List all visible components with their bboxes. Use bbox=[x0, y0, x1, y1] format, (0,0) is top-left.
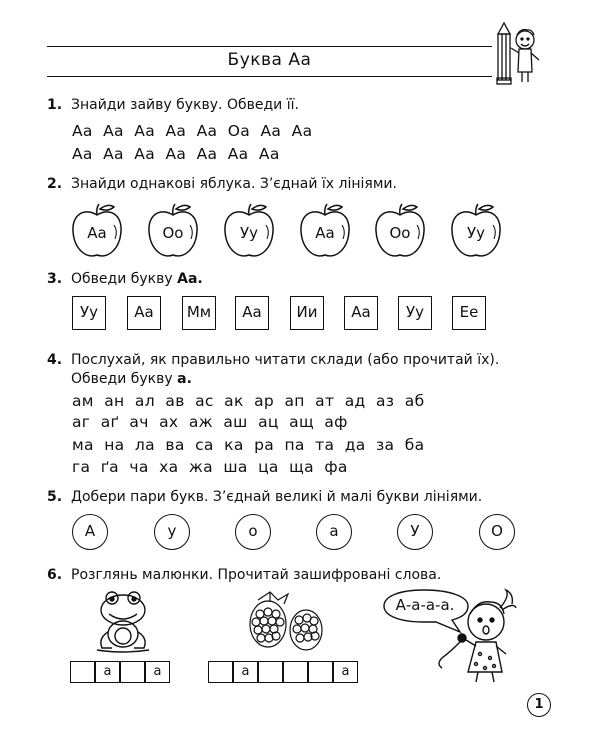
letter-box[interactable]: Уу bbox=[72, 296, 106, 330]
apple[interactable] bbox=[146, 203, 208, 261]
page-title: Буква Аа bbox=[227, 50, 312, 70]
apple-label: Аа bbox=[87, 224, 107, 242]
task-4-number: 4. bbox=[47, 352, 63, 368]
apple[interactable] bbox=[298, 203, 360, 261]
apple-label: Оо bbox=[389, 224, 411, 242]
task-4-letter: а. bbox=[177, 371, 192, 387]
letter-circle[interactable]: А bbox=[72, 514, 108, 550]
page-number: 1 bbox=[527, 693, 551, 717]
syllable-row-1: ам ан ал ав ас ак ар ап ат ад аз аб bbox=[72, 392, 425, 410]
task-3-instruction bbox=[47, 271, 203, 287]
letter-circle[interactable]: О bbox=[479, 514, 515, 550]
word-1-cell[interactable]: а bbox=[95, 661, 120, 683]
task-5-number: 5. bbox=[47, 489, 63, 505]
task-6-instruction bbox=[47, 567, 441, 583]
word-2-cell[interactable] bbox=[208, 661, 233, 683]
task-4-instruction-2 bbox=[71, 371, 192, 387]
title-rule-bottom bbox=[47, 76, 492, 77]
apple-label: Уу bbox=[466, 224, 486, 242]
word-1-cell[interactable] bbox=[70, 661, 95, 683]
apple[interactable] bbox=[373, 203, 435, 261]
task-4-instruction bbox=[47, 352, 499, 368]
word-2-cell[interactable] bbox=[258, 661, 283, 683]
task-2-text: Знайди однакові яблука. З’єднай їх лініями. bbox=[71, 176, 397, 192]
pencil-kid-icon bbox=[494, 20, 544, 86]
task-4-text: Послухай, як правильно читати склади (або прочитай їх). bbox=[71, 352, 500, 368]
apple-label: Оо bbox=[162, 224, 184, 242]
task-1-number: 1. bbox=[47, 97, 63, 113]
letter-box[interactable]: Уу bbox=[398, 296, 432, 330]
letter-box[interactable]: Аа bbox=[235, 296, 269, 330]
raspberry-icon bbox=[244, 590, 326, 654]
syllable-row-3: ма на ла ва са ка ра па та да за ба bbox=[72, 436, 425, 454]
word-1-cell[interactable]: а bbox=[145, 661, 170, 683]
task-6-number: 6. bbox=[47, 567, 63, 583]
letter-box[interactable]: Ии bbox=[290, 296, 324, 330]
task-1-row-1: Аа Аа Аа Аа Аа Оа Аа Аа bbox=[72, 122, 313, 140]
task-1-instruction bbox=[47, 97, 299, 113]
word-1-cell[interactable] bbox=[120, 661, 145, 683]
syllable-row-4: га ґа ча ха жа ша ца ща фа bbox=[72, 458, 348, 476]
letter-box[interactable]: Аа bbox=[344, 296, 378, 330]
letter-box[interactable]: Аа bbox=[127, 296, 161, 330]
task-4-text-2: Обведи букву bbox=[71, 371, 173, 387]
syllable-row-2: аг аґ ач ах аж аш ац ащ аф bbox=[72, 413, 348, 431]
letter-circle[interactable]: у bbox=[154, 514, 190, 550]
title-rule-top bbox=[47, 46, 492, 47]
apple[interactable] bbox=[222, 203, 284, 261]
task-2-instruction bbox=[47, 176, 397, 192]
task-5-text: Добери пари букв. З’єднай великі й малі букви лініями. bbox=[71, 489, 483, 505]
task-3-number: 3. bbox=[47, 271, 63, 287]
apple-label: Аа bbox=[315, 224, 335, 242]
task-3-letter: Аа. bbox=[177, 271, 203, 287]
letter-circle[interactable]: а bbox=[316, 514, 352, 550]
word-2-cell[interactable] bbox=[283, 661, 308, 683]
apple[interactable] bbox=[449, 203, 511, 261]
task-2-number: 2. bbox=[47, 176, 63, 192]
letter-circle[interactable]: о bbox=[235, 514, 271, 550]
task-3-text: Обведи букву bbox=[71, 271, 173, 287]
task-6-text: Розглянь малюнки. Прочитай зашифровані слова. bbox=[71, 567, 442, 583]
word-2-cell[interactable]: а bbox=[233, 661, 258, 683]
task-5-instruction bbox=[47, 489, 482, 505]
speech-bubble-text: А-а-а-а. bbox=[395, 596, 455, 614]
apple[interactable] bbox=[70, 203, 132, 261]
task-1-row-2: Аа Аа Аа Аа Аа Аа Аа bbox=[72, 145, 280, 163]
singing-girl-icon bbox=[430, 588, 518, 684]
frog-icon bbox=[92, 588, 154, 654]
letter-circle[interactable]: У bbox=[397, 514, 433, 550]
letter-box[interactable]: Ее bbox=[452, 296, 486, 330]
apple-label: Уу bbox=[239, 224, 259, 242]
task-1-text: Знайди зайву букву. Обведи її. bbox=[71, 97, 299, 113]
word-2-cell[interactable]: а bbox=[333, 661, 358, 683]
letter-box[interactable]: Мм bbox=[182, 296, 216, 330]
word-2-cell[interactable] bbox=[308, 661, 333, 683]
